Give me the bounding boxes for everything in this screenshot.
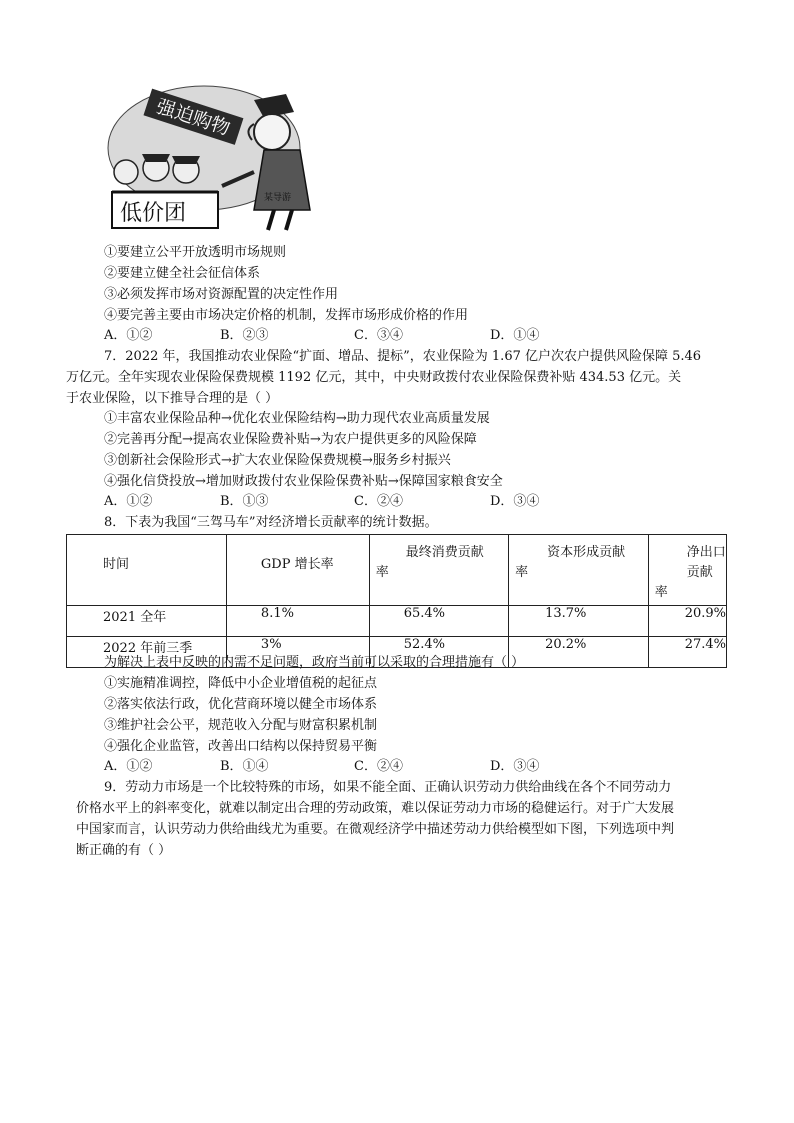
q8-option-1: ①实施精准调控，降低中小企业增值税的起征点 bbox=[104, 676, 378, 691]
q7-choice-d[interactable]: D．③④ bbox=[490, 494, 540, 509]
table-cell: 20.2% bbox=[509, 637, 649, 668]
q7-option-1: ①丰富农业保险品种→优化农业保险结构→助力现代农业高质量发展 bbox=[104, 411, 490, 426]
table-cell: 52.4% bbox=[369, 637, 508, 668]
q7-option-4: ④强化信贷投放→增加财政拨付农业保险保费补贴→保障国家粮食安全 bbox=[104, 474, 503, 489]
table-cell: 65.4% bbox=[369, 606, 508, 637]
q6-choice-c[interactable]: C．③④ bbox=[354, 328, 403, 343]
table-header-cell: GDP 增长率 bbox=[226, 535, 369, 606]
cartoon-illustration bbox=[104, 80, 326, 232]
q8-choice-c[interactable]: C．②④ bbox=[354, 759, 403, 774]
q7-option-3: ③创新社会保险形式→扩大农业保险保费规模→服务乡村振兴 bbox=[104, 453, 451, 468]
table-header-cell: 最终消费贡献 率 bbox=[369, 535, 508, 606]
q8-question: 为解决上表中反映的内需不足问题，政府当前可以采取的合理措施有（ ） bbox=[104, 655, 525, 670]
table-header-cell: 时间 bbox=[67, 535, 227, 606]
table-cell: 13.7% bbox=[509, 606, 649, 637]
q7-choice-a[interactable]: A．①② bbox=[104, 494, 153, 509]
banner-text: 强迫购物 bbox=[153, 95, 233, 140]
q6-choice-a[interactable]: A．①② bbox=[104, 328, 153, 343]
table-header-row bbox=[67, 535, 727, 606]
table-row bbox=[67, 606, 727, 637]
q7-stem-line-3: 于农业保险，以下推导合理的是（ ） bbox=[66, 391, 279, 406]
table-cell: 27.4% bbox=[648, 637, 726, 668]
q9-stem-line-1: 9．劳动力市场是一个比较特殊的市场，如果不能全面、正确认识劳动力供给曲线在各个不同劳动力 bbox=[104, 780, 672, 795]
q7-choice-b[interactable]: B．①③ bbox=[220, 494, 269, 509]
q6-option-1: ①要建立公平开放透明市场规则 bbox=[104, 245, 287, 260]
guide-badge-text: 某导游 bbox=[264, 193, 292, 203]
q6-option-3: ③必须发挥市场对资源配置的决定性作用 bbox=[104, 287, 339, 302]
q9-stem-line-2: 价格水平上的斜率变化，就难以制定出合理的劳动政策，难以保证劳动力市场的稳健运行。对于广大发展 bbox=[76, 801, 675, 816]
table-cell: 20.9% bbox=[648, 606, 726, 637]
table-cell: 2021 全年 bbox=[67, 606, 227, 637]
table-header-cell: 净出口贡献 率 bbox=[648, 535, 726, 606]
q8-option-3: ③维护社会公平，规范收入分配与财富积累机制 bbox=[104, 718, 378, 733]
q6-option-2: ②要建立健全社会征信体系 bbox=[104, 266, 261, 281]
q6-option-4: ④要完善主要由市场决定价格的机制，发挥市场形成价格的作用 bbox=[104, 308, 469, 323]
q8-option-2: ②落实依法行政，优化营商环境以健全市场体系 bbox=[104, 697, 378, 712]
table-cell: 2022 年前三季 bbox=[67, 637, 227, 668]
q8-choice-b[interactable]: B．①④ bbox=[220, 759, 269, 774]
contribution-table bbox=[66, 534, 727, 668]
table-cell: 3% bbox=[226, 637, 369, 668]
q7-option-2: ②完善再分配→提高农业保险费补贴→为农户提供更多的风险保障 bbox=[104, 432, 477, 447]
q8-choice-a[interactable]: A．①② bbox=[104, 759, 153, 774]
table-cell: 8.1% bbox=[226, 606, 369, 637]
q9-stem-line-3: 中国家而言，认识劳动力供给曲线尤为重要。在微观经济学中描述劳动力供给模型如下图，下列选项中判 bbox=[76, 822, 675, 837]
q8-option-4: ④强化企业监管，改善出口结构以保持贸易平衡 bbox=[104, 739, 378, 754]
q7-stem-line-1: 7．2022 年，我国推动农业保险“扩面、增品、提标”，农业保险为 1.67 亿户次农户提供风险保障 5.46 bbox=[104, 349, 702, 364]
q7-stem-line-2: 万亿元。全年实现农业保险保费规模 1192 亿元，其中，中央财政拨付农业保险保费补贴 434.53 亿元。关 bbox=[66, 370, 682, 385]
q8-choice-d[interactable]: D．③④ bbox=[490, 759, 540, 774]
q7-choice-c[interactable]: C．②④ bbox=[354, 494, 403, 509]
q6-choice-b[interactable]: B．②③ bbox=[220, 328, 269, 343]
q6-choice-d[interactable]: D．①④ bbox=[490, 328, 540, 343]
table-header-cell: 资本形成贡献 率 bbox=[509, 535, 649, 606]
q9-stem-line-4: 断正确的有（ ） bbox=[76, 843, 172, 858]
q8-stem: 8．下表为我国“三驾马车”对经济增长贡献率的统计数据。 bbox=[104, 515, 438, 530]
cart-sign-text: 低价团 bbox=[120, 201, 187, 226]
